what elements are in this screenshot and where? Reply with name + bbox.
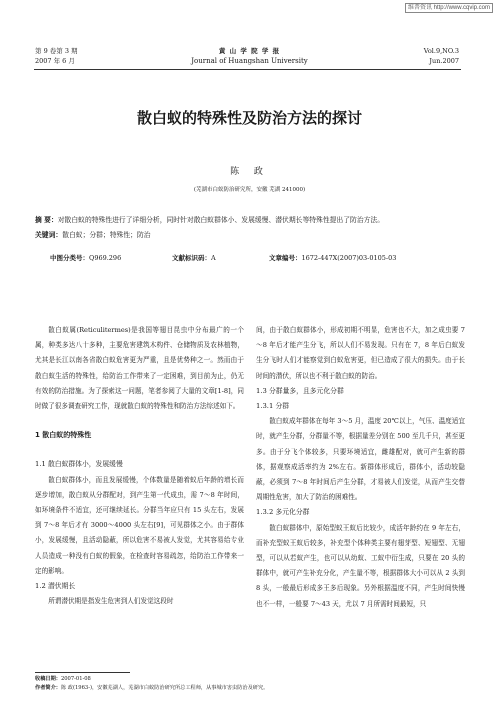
classification-line (50, 253, 470, 263)
publication-date-en: Jun.2007 (429, 57, 459, 65)
publication-date: 2007 年 6 月 (35, 57, 75, 65)
volume-issue: 第 9 卷第 3 期 (35, 47, 78, 55)
keywords-label: 关键词： (35, 231, 63, 239)
author-bio (35, 684, 268, 693)
abstract-block (35, 213, 465, 243)
header-rule (34, 69, 461, 70)
subsection-heading-1-3-2: 1.3.2 多元化分群 (256, 508, 310, 517)
paragraph-1-3-2: 散白蚁群体中，原始型蚁王蚁后比较少，成活年龄约在 9 年左右，而补充型蚁王蚁后较多，补充型个体种类主要有翅芽型、短翅型、无翅型，可以从若蚁产生，也可以从幼蚁、工蚁中衍生成，只要在 20 头的群体中，就可产生补充分化，产生量不等，根据群体大小可以从 2 头到 8 头，一般最后形成多王多后现象。另外根据温度不同，产生时间快慢也不一样，一般要 7～43 天，尤以 7 月所需时间最短，只 (256, 523, 465, 608)
abstract-label: 摘 要： (35, 216, 58, 224)
document-code-value: A (211, 254, 216, 262)
article-number-label: 文章编号： (269, 254, 302, 262)
paragraph-1-1: 散白蚁群体小，而且发展缓慢，个体数量是随着蚁后年龄的增长而逐步增加，散白蚁从分群配对，到产生第一代成虫，需 7～8 年时间，如环境条件不适宜，还可继续延长。分群当年应只有 15 头左右，发展到 7～8 年后才有 3000～4000 头左右[9]，可见群体之小。由于群体小，发展缓慢，且活动隐蔽，所以危害不易被人发觉，尤其容易给专业人员造成一种没有白蚁的假象，在检查时容易疏忽，给防治工作带来一定的影响。 (35, 475, 244, 575)
footnote-rule (35, 672, 130, 673)
right-column (256, 323, 465, 612)
article-number-value: 1672-447X(2007)03-0105-03 (301, 254, 397, 262)
clc-value: Q969.296 (89, 254, 122, 262)
author-bio-text: 陈 政(1963-)，安徽芜湖人，芜湖市白蚁防治研究所总工程师，从事城市害虫防治及研究。 (60, 685, 269, 691)
subsection-heading-1-2: 1.2 潜伏期长 (35, 582, 76, 591)
subsection-heading-1-1: 1.1 散白蚁群体小，发展缓慢 (35, 460, 123, 469)
document-code (172, 253, 216, 263)
paragraph-1-2: 所谓潜伏期是指发生危害到人们发觉这段时 (48, 597, 174, 606)
journal-name-cn: 黄 山 学 院 学 报 (218, 47, 281, 55)
journal-volume-en (424, 46, 459, 66)
abstract-text: 对散白蚁的特殊性进行了详细分析，同时针对散白蚁群体小、发展缓慢、潜伏期长等特殊性提出了防治方法。 (57, 216, 385, 224)
watermark-badge: 维普资讯 http://www.cqvip.com (405, 3, 493, 13)
intro-paragraph: 散白蚁属(Reticulitermes)是我国等翅目昆虫中分布最广的一个属，种类多达八十多种，主要危害建筑木构件、仓储物质及农林植物，尤其是长江以南各省散白蚁危害更为严重，且是优势种之一。然而由于散白蚁生活的特殊性，给防治工作带来了一定困难，到目前为止，仍无有效的防治措施。为了探索这一问题，笔者参阅了大量的文章[1-8]，同时做了很多调查研究工作，现就散白蚁的特殊性和防治方法综述如下。 (35, 326, 244, 411)
footnote (35, 675, 268, 693)
author-bio-label: 作者简介： (35, 685, 61, 691)
received-value: 2007-01-08 (60, 676, 91, 682)
paragraph-continued: 间，由于散白蚁群体小，形成初期不明显，危害也不大，加之成虫要 7～8 年后才能产生分飞，所以人们不易发现。只有在 7，8 年后白蚁发生分飞时人们才能察觉到白蚁危害更，但已造成了很大的损失。由于长时间的潜伏，所以也不利于散白蚁的防治。 (256, 326, 465, 380)
document-code-label: 文献标识码： (172, 254, 211, 262)
clc-label: 中图分类号： (50, 254, 89, 262)
keywords-text: 散白蚁；分群；特殊性；防治 (62, 231, 151, 239)
subsection-heading-1-3: 1.3 分群量多，且多元化分群 (256, 386, 344, 395)
article-number (269, 253, 396, 263)
section-heading-1: 1 散白蚁的特殊性 (35, 431, 92, 440)
author-affiliation: (芜湖市白蚁防治研究所，安徽 芜湖 241000) (193, 187, 306, 193)
left-column (35, 323, 244, 609)
keywords (35, 228, 465, 243)
volume-issue-en: Vol.9,NO.3 (423, 47, 459, 55)
article-title: 散白蚁的特殊性及防治方法的探讨 (136, 109, 362, 127)
journal-name-en: Journal of Huangshan University (191, 57, 308, 65)
abstract (35, 213, 465, 228)
subsection-heading-1-3-1: 1.3.1 分群 (256, 402, 290, 411)
received-label: 收稿日期： (35, 676, 61, 682)
clc-number (50, 253, 121, 263)
article-author: 陈 政 (230, 167, 269, 177)
paragraph-1-3-1: 散白蚁成年群体在每年 3～5 月，温度 20℃以上，气压、温度适宜时，就产生分群，分群量不等，根据量差分别在 500 至几千只，甚至更多。由于分飞个体较多，只要环境适宜，雌雄配对，就可产生新的群体，据观察成活率约为 2%左右。新群体形成后，群体小，活动较隐蔽，必须到 7～8 年时间后产生分群，才易被人们发觉，从而产生交替周期性危害，加大了防治的困难性。 (256, 417, 465, 502)
received-date (35, 675, 268, 684)
